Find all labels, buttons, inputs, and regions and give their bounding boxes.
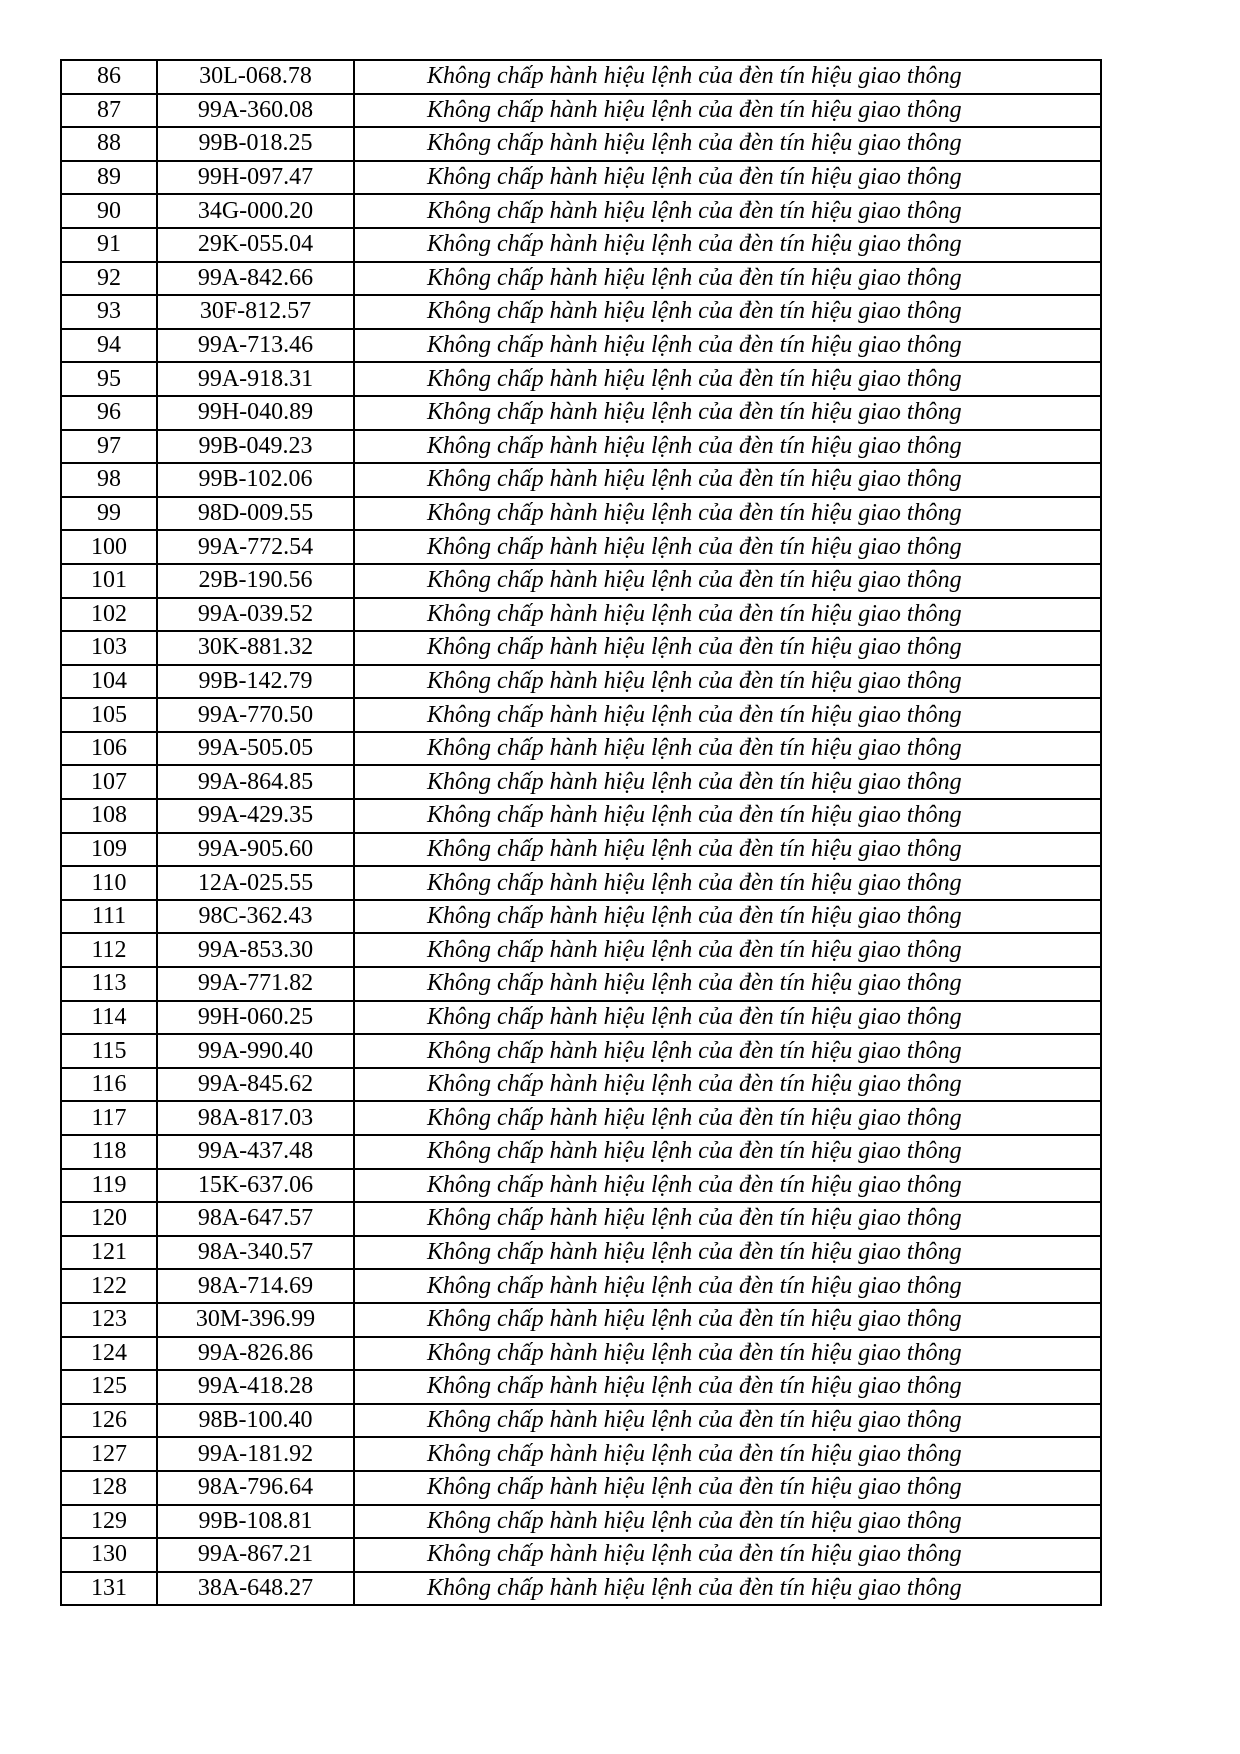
license-plate: 98C-362.43: [157, 900, 354, 934]
license-plate: 99H-060.25: [157, 1001, 354, 1035]
violation-description: Không chấp hành hiệu lệnh của đèn tín hiệu giao thông: [354, 967, 1101, 1001]
license-plate: 30L-068.78: [157, 60, 354, 94]
license-plate: 30K-881.32: [157, 631, 354, 665]
license-plate: 99A-429.35: [157, 799, 354, 833]
row-number: 116: [61, 1068, 157, 1102]
table-row: [61, 900, 1101, 934]
violation-description: Không chấp hành hiệu lệnh của đèn tín hiệu giao thông: [354, 1303, 1101, 1337]
row-number: 102: [61, 598, 157, 632]
license-plate: 29B-190.56: [157, 564, 354, 598]
license-plate: 99A-864.85: [157, 765, 354, 799]
row-number: 122: [61, 1269, 157, 1303]
license-plate: 99A-437.48: [157, 1135, 354, 1169]
violation-description: Không chấp hành hiệu lệnh của đèn tín hiệu giao thông: [354, 530, 1101, 564]
table-row: [61, 295, 1101, 329]
table-row: [61, 967, 1101, 1001]
license-plate: 99A-418.28: [157, 1370, 354, 1404]
table-row: [61, 598, 1101, 632]
violation-description: Không chấp hành hiệu lệnh của đèn tín hiệu giao thông: [354, 60, 1101, 94]
violation-description: Không chấp hành hiệu lệnh của đèn tín hiệu giao thông: [354, 1068, 1101, 1102]
license-plate: 99B-108.81: [157, 1505, 354, 1539]
violation-description: Không chấp hành hiệu lệnh của đèn tín hiệu giao thông: [354, 698, 1101, 732]
license-plate: 99A-771.82: [157, 967, 354, 1001]
license-plate: 99B-102.06: [157, 463, 354, 497]
table-row: [61, 698, 1101, 732]
violation-description: Không chấp hành hiệu lệnh của đèn tín hiệu giao thông: [354, 1135, 1101, 1169]
table-row: [61, 94, 1101, 128]
violation-description: Không chấp hành hiệu lệnh của đèn tín hiệu giao thông: [354, 430, 1101, 464]
row-number: 120: [61, 1202, 157, 1236]
violation-description: Không chấp hành hiệu lệnh của đèn tín hiệu giao thông: [354, 463, 1101, 497]
violation-description: Không chấp hành hiệu lệnh của đèn tín hiệu giao thông: [354, 127, 1101, 161]
row-number: 109: [61, 833, 157, 867]
table-row: [61, 1101, 1101, 1135]
license-plate: 99A-845.62: [157, 1068, 354, 1102]
license-plate: 34G-000.20: [157, 194, 354, 228]
license-plate: 99A-918.31: [157, 362, 354, 396]
violations-table: [60, 59, 1102, 1606]
row-number: 127: [61, 1437, 157, 1471]
violation-description: Không chấp hành hiệu lệnh của đèn tín hiệu giao thông: [354, 1034, 1101, 1068]
row-number: 125: [61, 1370, 157, 1404]
violation-description: Không chấp hành hiệu lệnh của đèn tín hiệu giao thông: [354, 1101, 1101, 1135]
row-number: 112: [61, 933, 157, 967]
row-number: 117: [61, 1101, 157, 1135]
table-row: [61, 430, 1101, 464]
row-number: 111: [61, 900, 157, 934]
violation-description: Không chấp hành hiệu lệnh của đèn tín hiệu giao thông: [354, 833, 1101, 867]
license-plate: 98A-340.57: [157, 1236, 354, 1270]
violation-description: Không chấp hành hiệu lệnh của đèn tín hiệu giao thông: [354, 765, 1101, 799]
table-row: [61, 161, 1101, 195]
violation-description: Không chấp hành hiệu lệnh của đèn tín hiệu giao thông: [354, 631, 1101, 665]
table-row: [61, 765, 1101, 799]
license-plate: 99A-360.08: [157, 94, 354, 128]
row-number: 123: [61, 1303, 157, 1337]
row-number: 99: [61, 497, 157, 531]
license-plate: 99A-039.52: [157, 598, 354, 632]
table-row: [61, 1437, 1101, 1471]
row-number: 86: [61, 60, 157, 94]
license-plate: 99B-049.23: [157, 430, 354, 464]
violation-description: Không chấp hành hiệu lệnh của đèn tín hiệu giao thông: [354, 1269, 1101, 1303]
license-plate: 99A-853.30: [157, 933, 354, 967]
table-row: [61, 833, 1101, 867]
violation-description: Không chấp hành hiệu lệnh của đèn tín hiệu giao thông: [354, 665, 1101, 699]
row-number: 93: [61, 295, 157, 329]
violation-description: Không chấp hành hiệu lệnh của đèn tín hiệu giao thông: [354, 900, 1101, 934]
license-plate: 99B-018.25: [157, 127, 354, 161]
violation-description: Không chấp hành hiệu lệnh của đèn tín hiệu giao thông: [354, 396, 1101, 430]
table-row: [61, 262, 1101, 296]
license-plate: 99A-505.05: [157, 732, 354, 766]
table-row: [61, 329, 1101, 363]
violation-description: Không chấp hành hiệu lệnh của đèn tín hiệu giao thông: [354, 228, 1101, 262]
violation-description: Không chấp hành hiệu lệnh của đèn tín hiệu giao thông: [354, 866, 1101, 900]
table-row: [61, 1269, 1101, 1303]
row-number: 94: [61, 329, 157, 363]
violation-description: Không chấp hành hiệu lệnh của đèn tín hiệu giao thông: [354, 564, 1101, 598]
row-number: 121: [61, 1236, 157, 1270]
table-row: [61, 1068, 1101, 1102]
table-row: [61, 1001, 1101, 1035]
row-number: 90: [61, 194, 157, 228]
violation-description: Không chấp hành hiệu lệnh của đèn tín hiệu giao thông: [354, 262, 1101, 296]
row-number: 108: [61, 799, 157, 833]
violation-description: Không chấp hành hiệu lệnh của đèn tín hiệu giao thông: [354, 1169, 1101, 1203]
row-number: 103: [61, 631, 157, 665]
row-number: 106: [61, 732, 157, 766]
table-row: [61, 530, 1101, 564]
license-plate: 38A-648.27: [157, 1572, 354, 1606]
table-row: [61, 194, 1101, 228]
license-plate: 99A-181.92: [157, 1437, 354, 1471]
license-plate: 99A-990.40: [157, 1034, 354, 1068]
violation-description: Không chấp hành hiệu lệnh của đèn tín hiệu giao thông: [354, 1437, 1101, 1471]
row-number: 115: [61, 1034, 157, 1068]
license-plate: 99A-772.54: [157, 530, 354, 564]
violation-description: Không chấp hành hiệu lệnh của đèn tín hiệu giao thông: [354, 732, 1101, 766]
row-number: 130: [61, 1538, 157, 1572]
table-row: [61, 1135, 1101, 1169]
table-row: [61, 933, 1101, 967]
table-row: [61, 1471, 1101, 1505]
row-number: 100: [61, 530, 157, 564]
row-number: 124: [61, 1337, 157, 1371]
table-row: [61, 1404, 1101, 1438]
row-number: 119: [61, 1169, 157, 1203]
table-row: [61, 866, 1101, 900]
license-plate: 99A-826.86: [157, 1337, 354, 1371]
violation-description: Không chấp hành hiệu lệnh của đèn tín hiệu giao thông: [354, 1471, 1101, 1505]
table-row: [61, 564, 1101, 598]
row-number: 105: [61, 698, 157, 732]
license-plate: 98A-714.69: [157, 1269, 354, 1303]
violation-description: Không chấp hành hiệu lệnh của đèn tín hiệu giao thông: [354, 94, 1101, 128]
row-number: 110: [61, 866, 157, 900]
violation-description: Không chấp hành hiệu lệnh của đèn tín hiệu giao thông: [354, 329, 1101, 363]
row-number: 96: [61, 396, 157, 430]
table-row: [61, 1169, 1101, 1203]
table-row: [61, 228, 1101, 262]
table-row: [61, 1538, 1101, 1572]
row-number: 95: [61, 362, 157, 396]
license-plate: 12A-025.55: [157, 866, 354, 900]
row-number: 113: [61, 967, 157, 1001]
violation-description: Không chấp hành hiệu lệnh của đèn tín hiệu giao thông: [354, 1001, 1101, 1035]
violation-description: Không chấp hành hiệu lệnh của đèn tín hiệu giao thông: [354, 161, 1101, 195]
license-plate: 99A-867.21: [157, 1538, 354, 1572]
violation-description: Không chấp hành hiệu lệnh của đèn tín hiệu giao thông: [354, 1404, 1101, 1438]
table-row: [61, 1236, 1101, 1270]
violation-description: Không chấp hành hiệu lệnh của đèn tín hiệu giao thông: [354, 362, 1101, 396]
table-row: [61, 127, 1101, 161]
violation-description: Không chấp hành hiệu lệnh của đèn tín hiệu giao thông: [354, 1337, 1101, 1371]
row-number: 98: [61, 463, 157, 497]
violation-description: Không chấp hành hiệu lệnh của đèn tín hiệu giao thông: [354, 1538, 1101, 1572]
row-number: 118: [61, 1135, 157, 1169]
table-row: [61, 60, 1101, 94]
row-number: 131: [61, 1572, 157, 1606]
license-plate: 99A-713.46: [157, 329, 354, 363]
violation-description: Không chấp hành hiệu lệnh của đèn tín hiệu giao thông: [354, 295, 1101, 329]
row-number: 87: [61, 94, 157, 128]
table-row: [61, 665, 1101, 699]
license-plate: 99B-142.79: [157, 665, 354, 699]
row-number: 128: [61, 1471, 157, 1505]
license-plate: 15K-637.06: [157, 1169, 354, 1203]
violation-description: Không chấp hành hiệu lệnh của đèn tín hiệu giao thông: [354, 194, 1101, 228]
table-row: [61, 799, 1101, 833]
license-plate: 30M-396.99: [157, 1303, 354, 1337]
violation-description: Không chấp hành hiệu lệnh của đèn tín hiệu giao thông: [354, 1236, 1101, 1270]
table-row: [61, 631, 1101, 665]
row-number: 101: [61, 564, 157, 598]
table-row: [61, 1572, 1101, 1606]
table-row: [61, 1505, 1101, 1539]
license-plate: 99A-905.60: [157, 833, 354, 867]
table-row: [61, 1202, 1101, 1236]
table-row: [61, 1370, 1101, 1404]
row-number: 91: [61, 228, 157, 262]
row-number: 97: [61, 430, 157, 464]
violation-description: Không chấp hành hiệu lệnh của đèn tín hiệu giao thông: [354, 1505, 1101, 1539]
license-plate: 98D-009.55: [157, 497, 354, 531]
license-plate: 99A-842.66: [157, 262, 354, 296]
table-row: [61, 1034, 1101, 1068]
violation-description: Không chấp hành hiệu lệnh của đèn tín hiệu giao thông: [354, 598, 1101, 632]
row-number: 92: [61, 262, 157, 296]
table-row: [61, 463, 1101, 497]
table-row: [61, 732, 1101, 766]
license-plate: 29K-055.04: [157, 228, 354, 262]
violation-description: Không chấp hành hiệu lệnh của đèn tín hiệu giao thông: [354, 1572, 1101, 1606]
violation-description: Không chấp hành hiệu lệnh của đèn tín hiệu giao thông: [354, 799, 1101, 833]
row-number: 129: [61, 1505, 157, 1539]
table-row: [61, 1337, 1101, 1371]
violation-description: Không chấp hành hiệu lệnh của đèn tín hiệu giao thông: [354, 1370, 1101, 1404]
row-number: 114: [61, 1001, 157, 1035]
table-row: [61, 497, 1101, 531]
violation-description: Không chấp hành hiệu lệnh của đèn tín hiệu giao thông: [354, 497, 1101, 531]
row-number: 104: [61, 665, 157, 699]
violation-description: Không chấp hành hiệu lệnh của đèn tín hiệu giao thông: [354, 933, 1101, 967]
violation-description: Không chấp hành hiệu lệnh của đèn tín hiệu giao thông: [354, 1202, 1101, 1236]
row-number: 89: [61, 161, 157, 195]
license-plate: 98B-100.40: [157, 1404, 354, 1438]
table-row: [61, 396, 1101, 430]
license-plate: 30F-812.57: [157, 295, 354, 329]
license-plate: 99H-097.47: [157, 161, 354, 195]
license-plate: 98A-647.57: [157, 1202, 354, 1236]
license-plate: 99A-770.50: [157, 698, 354, 732]
row-number: 107: [61, 765, 157, 799]
table-row: [61, 1303, 1101, 1337]
row-number: 126: [61, 1404, 157, 1438]
row-number: 88: [61, 127, 157, 161]
table-row: [61, 362, 1101, 396]
violations-table-body: [61, 60, 1101, 1605]
license-plate: 99H-040.89: [157, 396, 354, 430]
license-plate: 98A-817.03: [157, 1101, 354, 1135]
license-plate: 98A-796.64: [157, 1471, 354, 1505]
